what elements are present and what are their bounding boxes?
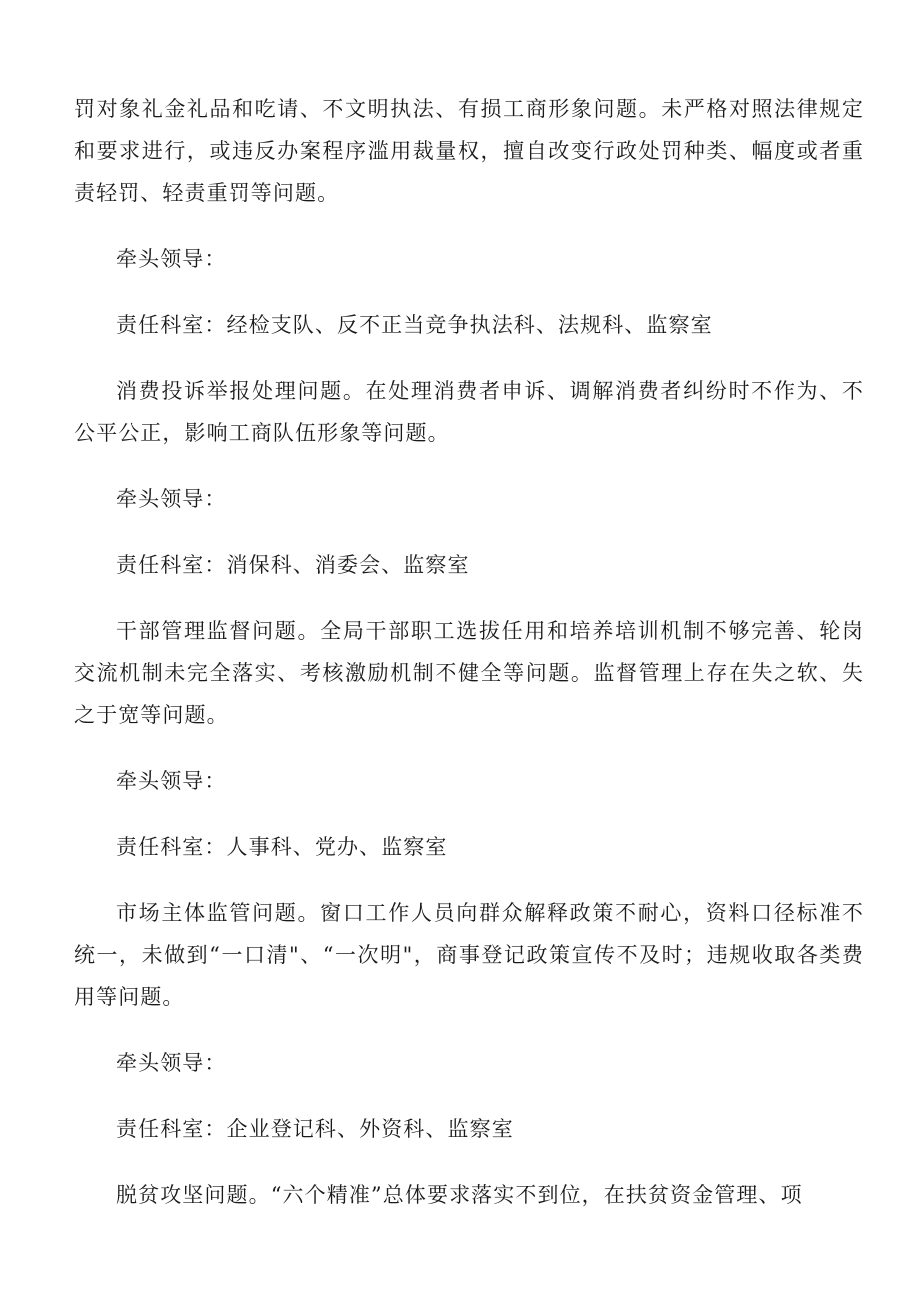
paragraph-consumer-complaint: 消费投诉举报处理问题。在处理消费者申诉、调解消费者纠纷时不作为、不公平公正，影响工商队伍形象等问题。: [74, 379, 864, 445]
lead-leader-label: 牵头领导：: [116, 769, 227, 793]
document-body: [74, 88, 864, 1240]
paragraph-cadre-management: 干部管理监督问题。全局干部职工选拔任用和培养培训机制不够完善、轮岗交流机制未完全落实、考核激励机制不健全等问题。监督管理上存在失之软、失之于宽等问题。: [74, 619, 864, 727]
lead-leader-label: 牵头领导：: [116, 247, 227, 271]
paragraph-penalty: 罚对象礼金礼品和吃请、不文明执法、有损工商形象问题。未严格对照法律规定和要求进行，或违反办案程序滥用裁量权，擅自改变行政处罚种类、幅度或者重责轻罚、轻责重罚等问题。: [74, 97, 864, 205]
lead-leader-label: 牵头领导：: [116, 1051, 227, 1075]
responsible-dept: 责任科室：企业登记科、外资科、监察室: [116, 1117, 514, 1141]
responsible-dept: 责任科室：消保科、消委会、监察室: [116, 553, 470, 577]
responsible-dept: 责任科室：经检支队、反不正当竞争执法科、法规科、监察室: [116, 313, 713, 337]
responsible-dept: 责任科室：人事科、党办、监察室: [116, 835, 448, 859]
paragraph-poverty-alleviation: 脱贫攻坚问题。“六个精准”总体要求落实不到位，在扶贫资金管理、项: [116, 1183, 803, 1207]
lead-leader-label: 牵头领导：: [116, 487, 227, 511]
paragraph-market-supervision: 市场主体监管问题。窗口工作人员向群众解释政策不耐心，资料口径标准不统一，未做到“一口清"、“一次明"，商事登记政策宣传不及时；违规收取各类费用等问题。: [74, 901, 864, 1009]
